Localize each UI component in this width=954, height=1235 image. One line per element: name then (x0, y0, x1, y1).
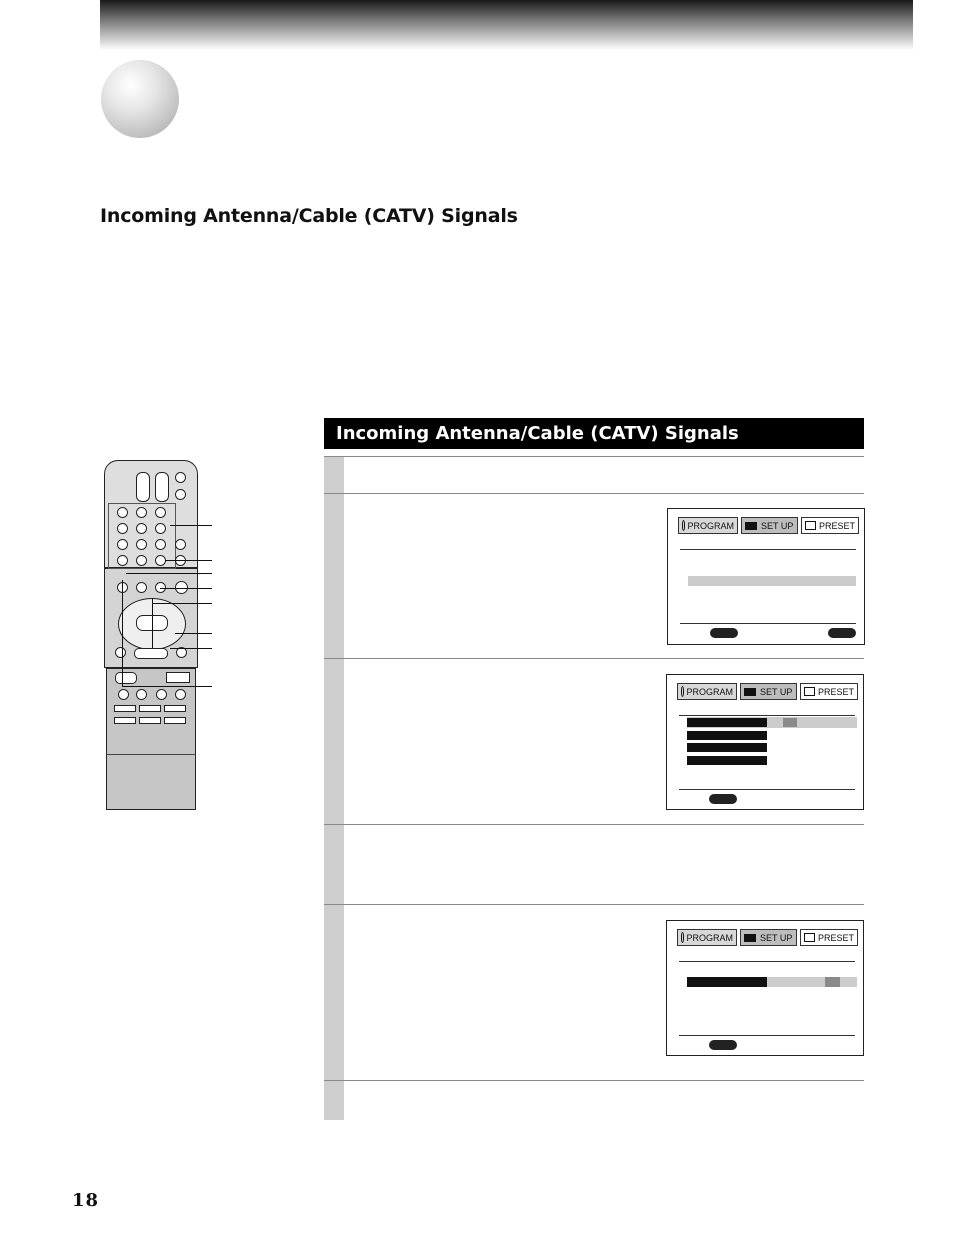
cassette-icon (744, 688, 756, 696)
number-key (136, 539, 147, 550)
number-key (155, 507, 166, 518)
step-divider (324, 824, 864, 825)
header-gradient-band (100, 0, 913, 50)
callout-line (175, 633, 212, 634)
step-divider (324, 904, 864, 905)
number-key (136, 523, 147, 534)
rewind-ff-button (134, 648, 168, 659)
record-button (115, 647, 126, 658)
volume-rocker (155, 472, 169, 502)
number-key (155, 523, 166, 534)
preset-tab (800, 929, 858, 946)
step-number-band (324, 659, 344, 824)
step-number-band (324, 457, 344, 493)
round-button (175, 489, 186, 500)
setup-tab (740, 683, 797, 700)
program-tab-label: PROGRAM (686, 932, 733, 943)
callout-line (122, 580, 123, 686)
callout-line (165, 560, 212, 561)
round-button (175, 689, 186, 700)
chapter-sphere-graphic (101, 60, 179, 138)
menu-button-pill (709, 1040, 737, 1050)
remote-lid-divider (106, 754, 196, 755)
menu-rule (679, 715, 855, 716)
step-number-band (324, 1081, 344, 1120)
tv-icon (804, 687, 815, 696)
selection-marker (783, 718, 797, 727)
step-divider (324, 493, 864, 494)
menu-item-bar (687, 977, 767, 987)
callout-line (160, 588, 212, 589)
step-number-band (324, 905, 344, 1080)
number-key (155, 539, 166, 550)
osd-menu-3 (666, 920, 864, 1056)
selection-marker (825, 977, 840, 987)
menu-rule (680, 623, 856, 624)
program-tab (678, 517, 738, 534)
callout-line (152, 598, 153, 648)
cassette-icon (744, 934, 756, 942)
step-number-band (324, 825, 344, 904)
rect-button (139, 705, 161, 712)
step-divider (324, 1080, 864, 1081)
rect-button (114, 705, 136, 712)
setup-tab-label: SET UP (760, 686, 793, 697)
rect-button (164, 705, 186, 712)
program-tab (677, 929, 737, 946)
setup-tab-label: SET UP (761, 520, 794, 531)
step-divider (324, 456, 864, 457)
setup-tab-label: SET UP (760, 932, 793, 943)
rect-button (139, 717, 161, 724)
preset-tab (801, 517, 859, 534)
remote-control-illustration (104, 460, 198, 810)
procedure-title-bar (324, 418, 864, 449)
preset-tab-label: PRESET (817, 686, 854, 697)
number-key (117, 523, 128, 534)
menu-item-bar (687, 756, 767, 765)
cassette-icon (745, 522, 757, 530)
menu-item-bar (687, 743, 767, 752)
callout-line (152, 603, 212, 604)
menu-item-bar (687, 731, 767, 740)
tv-icon (805, 521, 816, 530)
channel-rocker (136, 472, 150, 502)
number-key (175, 539, 186, 550)
tv-icon (804, 933, 815, 942)
enter-button-pill (828, 628, 856, 638)
setup-tab (741, 517, 798, 534)
menu-rule (679, 1035, 855, 1036)
program-tab (677, 683, 737, 700)
menu-rule (679, 961, 855, 962)
step-number-band (324, 494, 344, 658)
program-tab-label: PROGRAM (687, 520, 734, 531)
callout-line (122, 686, 212, 687)
setup-tab (740, 929, 797, 946)
number-key (117, 539, 128, 550)
clock-icon (681, 686, 684, 697)
step-divider (324, 658, 864, 659)
osd-menu-2 (666, 674, 864, 810)
round-button (156, 689, 167, 700)
menu-button-pill (710, 628, 738, 638)
clock-icon (681, 932, 684, 943)
preset-tab (800, 683, 858, 700)
rect-button (166, 672, 190, 683)
menu-item-bar (687, 718, 767, 727)
number-key (117, 555, 128, 566)
number-key (136, 507, 147, 518)
osd-menu-1 (667, 508, 865, 645)
round-button (136, 582, 147, 593)
highlighted-row (688, 576, 856, 586)
callout-line (170, 648, 212, 649)
program-tab-label: PROGRAM (686, 686, 733, 697)
preset-tab-label: PRESET (817, 932, 854, 943)
procedure-title: Incoming Antenna/Cable (CATV) Signals (336, 423, 739, 444)
number-key (117, 507, 128, 518)
menu-rule (680, 549, 856, 550)
rect-button (114, 717, 136, 724)
round-button (136, 689, 147, 700)
page-number: 18 (72, 1190, 100, 1211)
callout-line (170, 525, 212, 526)
power-button (175, 472, 186, 483)
callout-line (126, 573, 212, 574)
menu-rule (679, 789, 855, 790)
clock-icon (682, 520, 685, 531)
preset-tab-label: PRESET (818, 520, 855, 531)
rect-button (164, 717, 186, 724)
oval-button (115, 672, 137, 684)
section-heading: Incoming Antenna/Cable (CATV) Signals (100, 205, 518, 227)
menu-button-pill (709, 794, 737, 804)
number-key (136, 555, 147, 566)
round-button (118, 689, 129, 700)
